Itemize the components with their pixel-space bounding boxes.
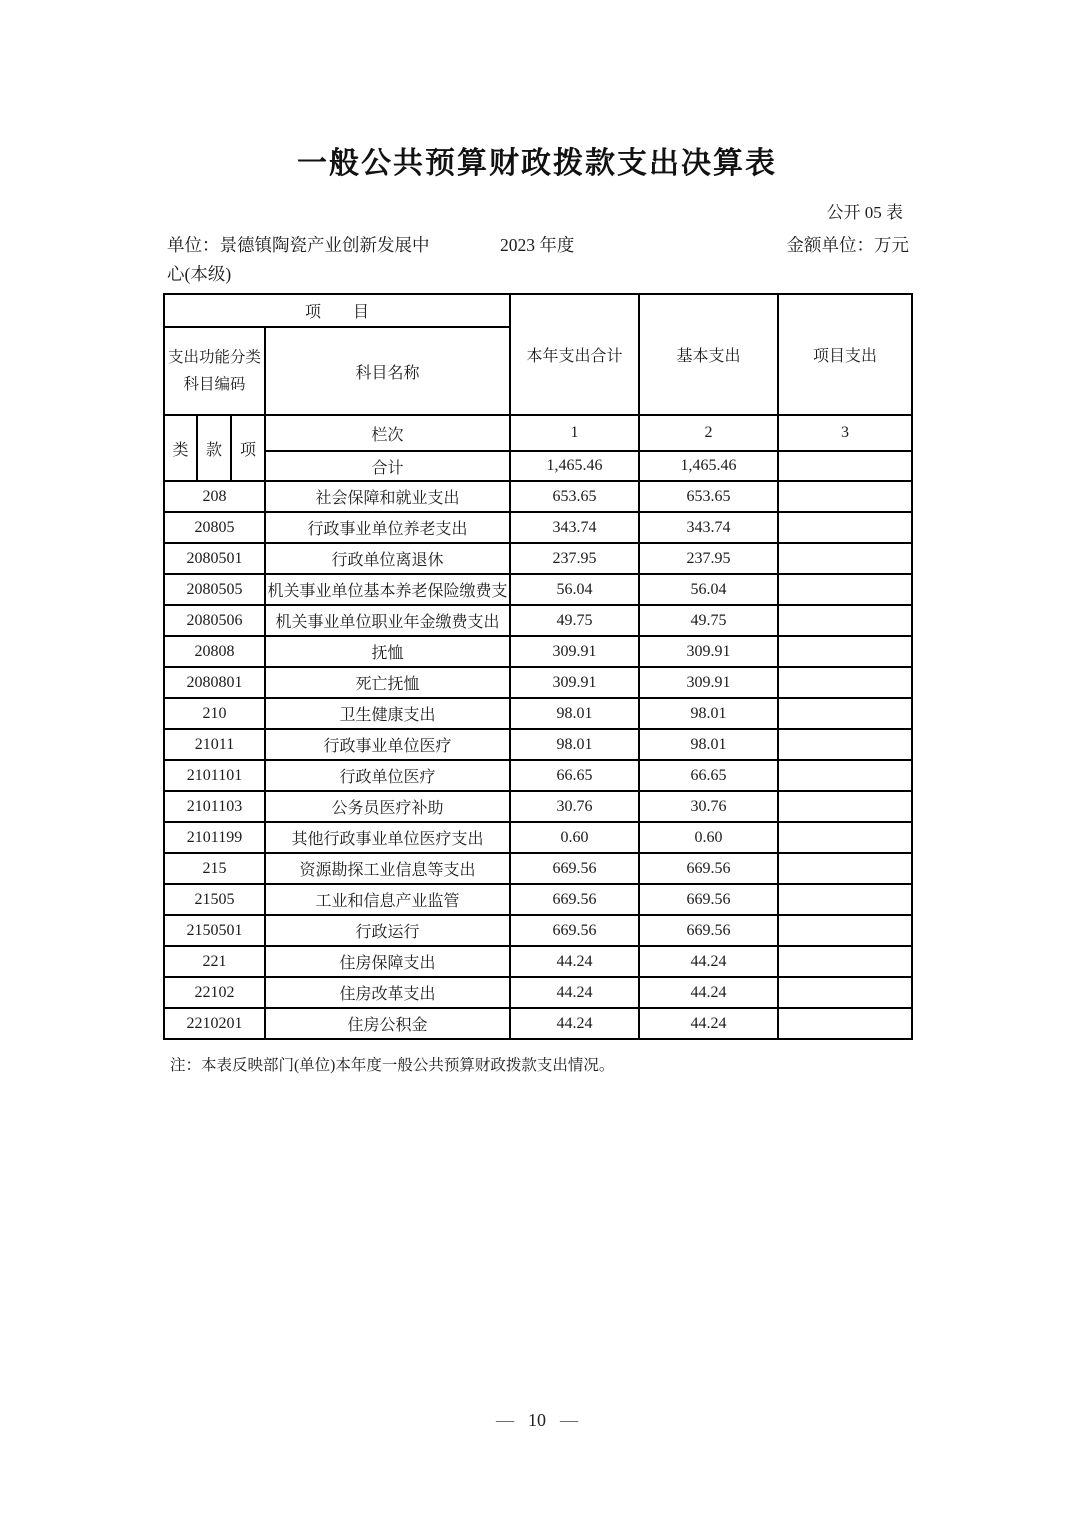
row-subject-name: 抚恤 — [265, 636, 510, 667]
table-row — [164, 884, 912, 915]
row-basic-expense: 56.04 — [639, 574, 778, 605]
row-basic-expense: 44.24 — [639, 946, 778, 977]
row-current-total: 49.75 — [510, 605, 639, 636]
unit-label-line1: 单位：景德镇陶瓷产业创新发展中 — [167, 235, 430, 255]
header-section: 款 — [197, 415, 231, 481]
header-column-index-label: 栏次 — [265, 415, 510, 451]
row-project-expense — [778, 605, 912, 636]
row-function-code: 2080506 — [164, 605, 265, 636]
row-subject-name: 行政事业单位养老支出 — [265, 512, 510, 543]
header-column-number-3: 3 — [778, 415, 912, 451]
row-project-expense — [778, 977, 912, 1008]
table-row — [164, 946, 912, 977]
header-subject-name: 科目名称 — [265, 327, 510, 415]
row-project-expense — [778, 822, 912, 853]
row-current-total: 0.60 — [510, 822, 639, 853]
page-number: 10 — [528, 1410, 546, 1430]
row-project-expense — [778, 481, 912, 512]
table-row — [164, 853, 912, 884]
row-subject-name: 行政单位医疗 — [265, 760, 510, 791]
row-project-expense — [778, 884, 912, 915]
header-item: 项 — [231, 415, 265, 481]
row-current-total: 237.95 — [510, 543, 639, 574]
expenditure-table — [163, 293, 913, 1040]
header-row-project — [164, 294, 912, 327]
row-subject-name: 卫生健康支出 — [265, 698, 510, 729]
row-basic-expense: 669.56 — [639, 853, 778, 884]
table-header — [164, 294, 912, 481]
row-current-total: 98.01 — [510, 729, 639, 760]
page-footer — [0, 1410, 1074, 1431]
row-subject-name: 住房公积金 — [265, 1008, 510, 1039]
row-basic-expense: 49.75 — [639, 605, 778, 636]
row-current-total: 44.24 — [510, 946, 639, 977]
total-row — [164, 451, 912, 481]
row-basic-expense: 653.65 — [639, 481, 778, 512]
header-col-project-expense: 项目支出 — [778, 294, 912, 415]
table-row — [164, 729, 912, 760]
table-row — [164, 512, 912, 543]
row-function-code: 2210201 — [164, 1008, 265, 1039]
row-subject-name: 行政运行 — [265, 915, 510, 946]
header-function-code — [164, 327, 265, 415]
row-current-total: 669.56 — [510, 853, 639, 884]
row-subject-name: 住房保障支出 — [265, 946, 510, 977]
row-current-total: 66.65 — [510, 760, 639, 791]
row-subject-name: 工业和信息产业监管 — [265, 884, 510, 915]
header-col-current-total: 本年支出合计 — [510, 294, 639, 415]
header-function-code-line1: 支出功能分类 — [167, 349, 261, 366]
row-project-expense — [778, 1008, 912, 1039]
meta-row — [167, 231, 915, 289]
row-current-total: 343.74 — [510, 512, 639, 543]
row-basic-expense: 669.56 — [639, 884, 778, 915]
table-row — [164, 667, 912, 698]
unit-label — [167, 231, 500, 289]
row-current-total: 309.91 — [510, 636, 639, 667]
row-basic-expense: 30.76 — [639, 791, 778, 822]
total-row-basic: 1,465.46 — [639, 451, 778, 481]
row-basic-expense: 66.65 — [639, 760, 778, 791]
table-code-label: 公开 05 表 — [826, 203, 903, 222]
total-row-project — [778, 451, 912, 481]
row-subject-name: 资源勘探工业信息等支出 — [265, 853, 510, 884]
row-basic-expense: 44.24 — [639, 977, 778, 1008]
header-class: 类 — [164, 415, 197, 481]
table-row — [164, 915, 912, 946]
row-function-code: 21505 — [164, 884, 265, 915]
row-current-total: 44.24 — [510, 977, 639, 1008]
row-project-expense — [778, 543, 912, 574]
row-subject-name: 社会保障和就业支出 — [265, 481, 510, 512]
row-basic-expense: 98.01 — [639, 698, 778, 729]
amount-unit-label: 金额单位：万元 — [786, 235, 909, 255]
row-function-code: 221 — [164, 946, 265, 977]
row-basic-expense: 669.56 — [639, 915, 778, 946]
row-project-expense — [778, 574, 912, 605]
row-project-expense — [778, 512, 912, 543]
row-function-code: 2080501 — [164, 543, 265, 574]
header-col-basic-expense: 基本支出 — [639, 294, 778, 415]
total-row-label: 合计 — [265, 451, 510, 481]
row-function-code: 2080505 — [164, 574, 265, 605]
row-function-code: 22102 — [164, 977, 265, 1008]
row-subject-name: 机关事业单位基本养老保险缴费支 — [265, 574, 510, 605]
row-project-expense — [778, 946, 912, 977]
row-project-expense — [778, 667, 912, 698]
row-function-code: 20808 — [164, 636, 265, 667]
row-subject-name: 行政单位离退休 — [265, 543, 510, 574]
row-project-expense — [778, 853, 912, 884]
footer-left-dash: — — [496, 1410, 514, 1430]
row-subject-name: 公务员医疗补助 — [265, 791, 510, 822]
row-project-expense — [778, 698, 912, 729]
row-function-code: 215 — [164, 853, 265, 884]
row-function-code: 2080801 — [164, 667, 265, 698]
row-current-total: 44.24 — [510, 1008, 639, 1039]
row-subject-name: 行政事业单位医疗 — [265, 729, 510, 760]
row-basic-expense: 237.95 — [639, 543, 778, 574]
fiscal-year-label: 2023 年度 — [500, 235, 575, 255]
row-project-expense — [778, 729, 912, 760]
header-function-code-line2: 科目编码 — [183, 376, 246, 393]
table-row — [164, 636, 912, 667]
footer-right-dash: — — [560, 1410, 578, 1430]
table-row — [164, 574, 912, 605]
page-title: 一般公共预算财政拨款支出决算表 — [297, 147, 777, 180]
table-row — [164, 977, 912, 1008]
row-function-code: 208 — [164, 481, 265, 512]
row-current-total: 309.91 — [510, 667, 639, 698]
header-row-columns — [164, 415, 912, 451]
table-row — [164, 791, 912, 822]
header-column-number-2: 2 — [639, 415, 778, 451]
row-function-code: 2101199 — [164, 822, 265, 853]
row-current-total: 98.01 — [510, 698, 639, 729]
row-function-code: 2101103 — [164, 791, 265, 822]
row-project-expense — [778, 791, 912, 822]
row-function-code: 2101101 — [164, 760, 265, 791]
row-current-total: 30.76 — [510, 791, 639, 822]
header-project: 项 目 — [164, 294, 510, 327]
row-current-total: 56.04 — [510, 574, 639, 605]
row-project-expense — [778, 760, 912, 791]
table-row — [164, 481, 912, 512]
row-basic-expense: 309.91 — [639, 636, 778, 667]
table-row — [164, 822, 912, 853]
table-row — [164, 605, 912, 636]
row-project-expense — [778, 636, 912, 667]
row-basic-expense: 44.24 — [639, 1008, 778, 1039]
row-subject-name: 死亡抚恤 — [265, 667, 510, 698]
row-subject-name: 机关事业单位职业年金缴费支出 — [265, 605, 510, 636]
row-function-code: 20805 — [164, 512, 265, 543]
row-function-code: 21011 — [164, 729, 265, 760]
table-row — [164, 760, 912, 791]
row-current-total: 669.56 — [510, 915, 639, 946]
row-function-code: 2150501 — [164, 915, 265, 946]
table-note: 注：本表反映部门(单位)本年度一般公共预算财政拨款支出情况。 — [170, 1057, 615, 1074]
total-row-current-total: 1,465.46 — [510, 451, 639, 481]
row-current-total: 653.65 — [510, 481, 639, 512]
unit-label-line2: 心(本级) — [167, 264, 232, 284]
header-column-number-1: 1 — [510, 415, 639, 451]
row-project-expense — [778, 915, 912, 946]
table-row — [164, 1008, 912, 1039]
row-basic-expense: 98.01 — [639, 729, 778, 760]
row-function-code: 210 — [164, 698, 265, 729]
row-basic-expense: 0.60 — [639, 822, 778, 853]
row-subject-name: 其他行政事业单位医疗支出 — [265, 822, 510, 853]
row-basic-expense: 343.74 — [639, 512, 778, 543]
row-subject-name: 住房改革支出 — [265, 977, 510, 1008]
row-basic-expense: 309.91 — [639, 667, 778, 698]
row-current-total: 669.56 — [510, 884, 639, 915]
table-row — [164, 543, 912, 574]
table-body — [164, 481, 912, 1039]
table-row — [164, 698, 912, 729]
